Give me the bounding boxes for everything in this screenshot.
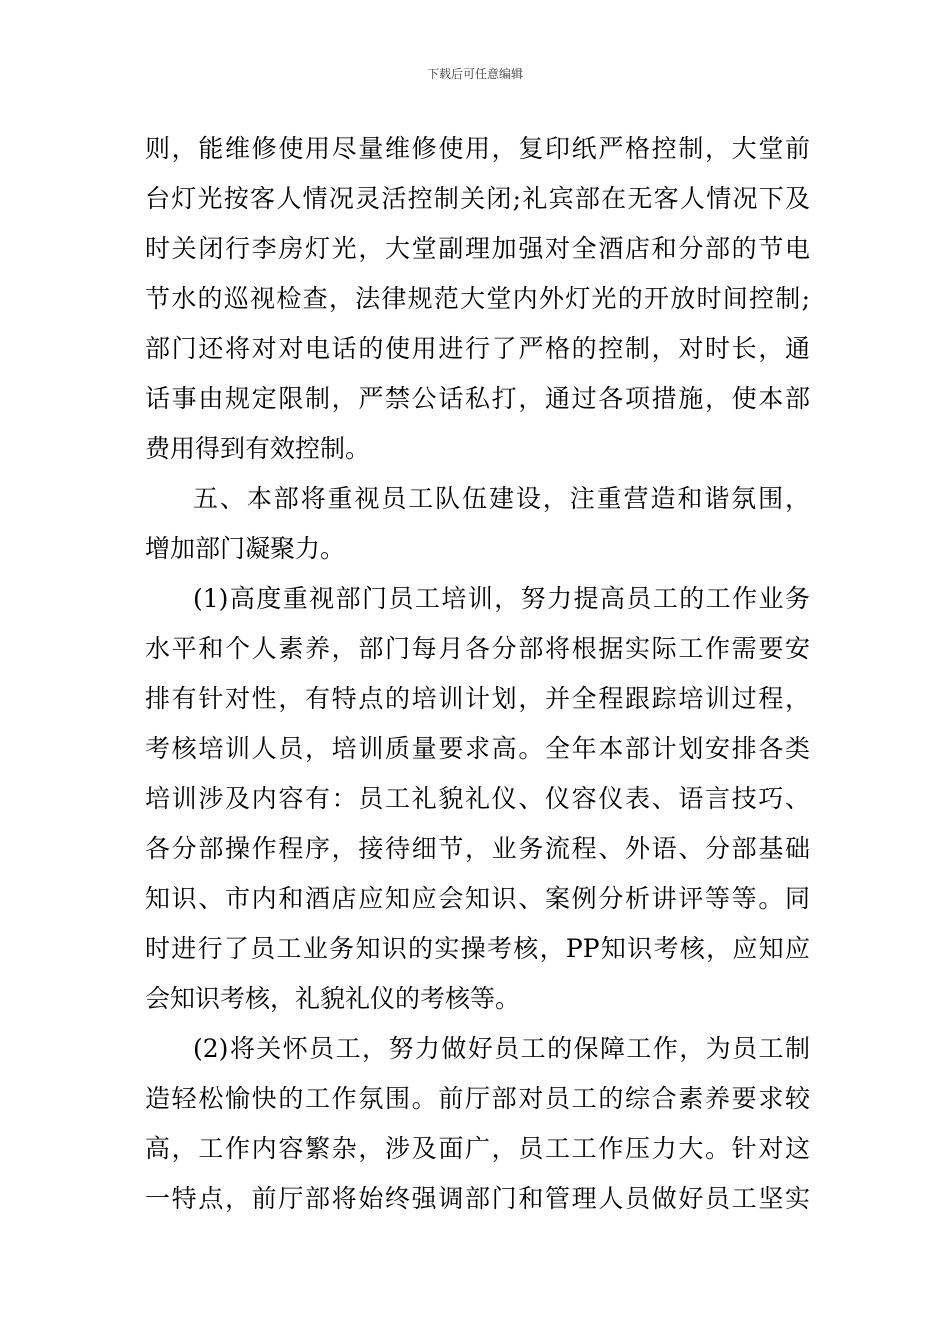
text-line: 费用得到有效控制。 (145, 434, 371, 463)
text-line: 时关闭行李房灯光，大堂副理加强对全酒店和分部的节电 (145, 234, 810, 263)
text-line: 话事由规定限制，严禁公话私打，通过各项措施，使本部 (145, 384, 810, 413)
text-line: 一特点，前厅部将始终强调部门和管理人员做好员工坚实 (145, 1184, 810, 1213)
text-line: 会知识考核，礼貌礼仪的考核等。 (145, 984, 521, 1013)
page-header: 下载后可任意编辑 (426, 67, 523, 81)
paragraph-heading: 五、本部将重视员工队伍建设，注重营造和谐氛围， (193, 484, 810, 513)
text-line: 增加部门凝聚力。 (145, 534, 346, 563)
text-line: 水平和个人素养，部门每月各分部将根据实际工作需要安 (145, 634, 810, 663)
text-line: 知识、市内和酒店应知应会知识、案例分析讲评等等。同 (145, 884, 810, 913)
text-line: 造轻松愉快的工作氛围。前厅部对员工的综合素养要求较 (145, 1084, 810, 1113)
text-line: 则，能维修使用尽量维修使用，复印纸严格控制，大堂前 (145, 134, 810, 163)
text-line: 时进行了员工业务知识的实操考核，PP知识考核，应知应 (145, 934, 810, 963)
paragraph-start: (2)将关怀员工，努力做好员工的保障工作，为员工制 (193, 1034, 810, 1063)
text-line: 各分部操作程序，接待细节，业务流程、外语、分部基础 (145, 834, 810, 863)
text-line: 排有针对性，有特点的培训计划，并全程跟踪培训过程， (145, 684, 810, 713)
text-line: 台灯光按客人情况灵活控制关闭;礼宾部在无客人情况下及 (145, 184, 810, 213)
text-line: 考核培训人员，培训质量要求高。全年本部计划安排各类 (145, 734, 810, 763)
text-line: 培训涉及内容有：员工礼貌礼仪、仪容仪表、语言技巧、 (145, 784, 810, 813)
text-line: 部门还将对对电话的使用进行了严格的控制，对时长，通 (145, 334, 810, 363)
text-line: 高，工作内容繁杂，涉及面广，员工工作压力大。针对这 (145, 1134, 810, 1163)
text-line: 节水的巡视检查，法律规范大堂内外灯光的开放时间控制; (145, 284, 810, 313)
paragraph-start: (1)高度重视部门员工培训，努力提高员工的工作业务 (193, 584, 810, 613)
